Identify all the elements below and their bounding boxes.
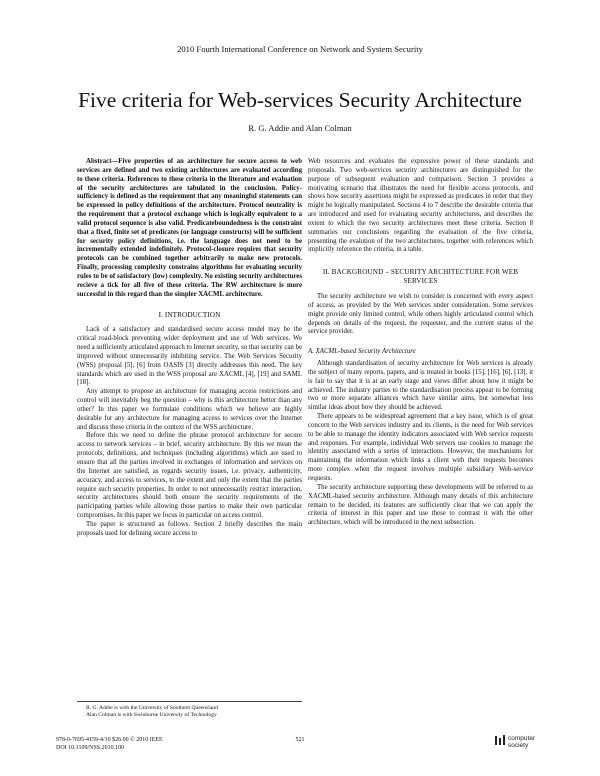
intro-paragraph-3: Before this we need to define the phrase protocol architecture for secure access to network services – in brief, security architecture. By this we mean the protocols, definitions, and techniques (including algorithms) which are used to ensure that all the parties involved in exchanges of information and services on the Internet are satisfied, as regards security issues, i.e. privacy, authenticity, accuracy, and access to services, to the extent and only the extent that the parties require such security properties. In order to not unnecessarily restrict interaction, security architectures should both ensure the security requirements of the participating parties while allowing those parties to make their own particular compromises. In this paper we focus in particular on access control.: [77, 432, 302, 520]
intro-paragraph-1: Lack of a satisfactory and standardised secure access model may be the critical road-block preventing wider deployment and use of Web services. We need a sufficiently articulated approach to Internet security, so that security can be improved without unnecessarily inhibiting service. The Web Services Security (WSS) proposal [5], [6] from OASIS [3] directly addresses this need. The key standards which are used in the WSS proposal are XACML [4], [19] and SAML [18].: [77, 326, 302, 387]
footer-doi: DOI 10.1109/NSS.2010.100: [56, 744, 125, 751]
conference-header: 2010 Fourth International Conference on Network and System Security: [177, 44, 423, 54]
intro-paragraph-2: Any attempt to propose an architecture for managing access restrictions and control will inevitably beg the question – why is this architecture better than any other? In this paper we formulate conditions which we believe are highly desirable for any architecture for managing access to services over the Internet and discuss these criteria in the context of the WSS architecture.: [77, 388, 302, 431]
logo-text-line-2: society: [508, 741, 529, 749]
computer-society-icon: [494, 735, 506, 753]
section-2-heading-line-1: II. BACKGROUND – SECURITY ARCHITECTURE FOR WEB: [322, 268, 519, 277]
xacml-paragraph-2: There appears to be widespread agreement that a key issue, which is of great concern to the Web services industry and its clients, is the need for Web services to be able to manage the identity indicators associated with Web service requests and responses. For example, individual Web servers use cookies to manage the identity associated with a series of interactions. However, the mechanisms for maintaining the information which links a client with their requests becomes more complex when the request involves multiple subsidiary Web-service requests.: [308, 413, 533, 482]
intro-continued-paragraph: Web resources and evaluates the expressive power of these standards and proposals. Two web-services security architectures are distinguished for the purpose of subsequent evaluation and comparison. Section 3 provides a motivating scenario that illustrates the need for flexible access protocols, and shows how security assertions might be expressed as predicates in order that they might be logically manipulated. Sections 4 to 7 describe the desirable criteria that are introduced and used for evaluating security architectures, and describes the extent to which the two security architectures meet these criteria. Section 8 summaries our conclusions regarding the evaluation of the five criteria, presenting the evalution of the two architectures, together with references which implicitly reference the criteria, in a table.: [308, 158, 533, 254]
abstract-text: Abstract—Five properties of an architecture for secure access to web services are defined and two existing architectures are evaluated according to these criteria. References to these criteria in the literature and evaluation of the security architectures are tabulated in the conclusion. Policy-sufficiency is defined as the requirement that any meaningful statements can be expressed in policy definitions of the architecture. Protocol neutrality is the requirement that a protocol exchange which is logically equivalent to a valid protocol sequence is also valid. Predicateboundedness is the constraint that a fixed, finite set of predicates (or language constructs) will be sufficient for security policy definitions, i.e. the language does not need to be incrementally extended indefinitely. Protocol-closure requires that security protocols can be combined together arbitrarily to make new protocols. Finally, processing complexity constrains algorithms for evaluating security rules to be of satisfactory (low) complexity. No existing security architectures recieve a tick for all five of these criteria. The RW architecture is more successful in this regard than the simpler XACML architecture.: [77, 158, 302, 298]
footnote-line-1: R. G. Addie is with the University of Southern Queensland: [86, 705, 218, 711]
right-column: [308, 158, 533, 528]
paper-authors: R. G. Addie and Alan Colman: [248, 123, 352, 133]
paper-title: Five criteria for Web-services Security Architecture: [78, 88, 522, 112]
background-paragraph: The security architecture we wish to consider is concerned with every aspect of access, as provided by the Web services under consideration. Some services might provide only limited control, while others highly articulated control which depends on details of the request, the requester, and the current status of the service provider.: [308, 292, 533, 336]
section-1-heading: I. INTRODUCTION: [158, 310, 221, 319]
section-2-heading: [308, 268, 533, 286]
logo-text-line-1: computer: [508, 735, 536, 742]
computer-society-logo: [494, 735, 540, 755]
page-number: 521: [295, 737, 305, 743]
footer-isbn: 978-0-7695-4159-4/10 $26.00 © 2010 IEEE: [56, 737, 163, 743]
author-footnote: [77, 701, 302, 720]
intro-paragraph-4: The paper is structured as follows. Section 2 briefly describes the main proposals used for defining secure access to: [77, 520, 302, 537]
footnote-line-2: Alan Colman is with Swinburne University of Technology: [86, 712, 217, 719]
section-2-heading-line-2: SERVICES: [403, 277, 438, 286]
abstract: [77, 158, 302, 300]
xacml-paragraph-3: The security architecture supporting these developments will be referred to as XACML-based security architecture. Although many details of this architecture remain to be decided, its features are sufficiently clear that we can apply the criteria of interest in this paper and use these to contrast it with the other architecture, which will be introduced in the next subsection.: [308, 483, 533, 527]
subsection-a-heading: A. XACML-based Security Architecture: [308, 348, 416, 356]
xacml-paragraph-1: Although standardisation of security architecture for Web services is already the subject of many reports, papers, and is treated in books [15], [16], [6], [13], it is fair to say that it is at an early stage and views differ about how it might be achieved. The industry parties to the standardisation process appear to be forming two or more separate alliances which have similar aims, but somewhat less similar ideas about how they should be achieved.: [308, 360, 533, 412]
left-column: [77, 158, 302, 539]
